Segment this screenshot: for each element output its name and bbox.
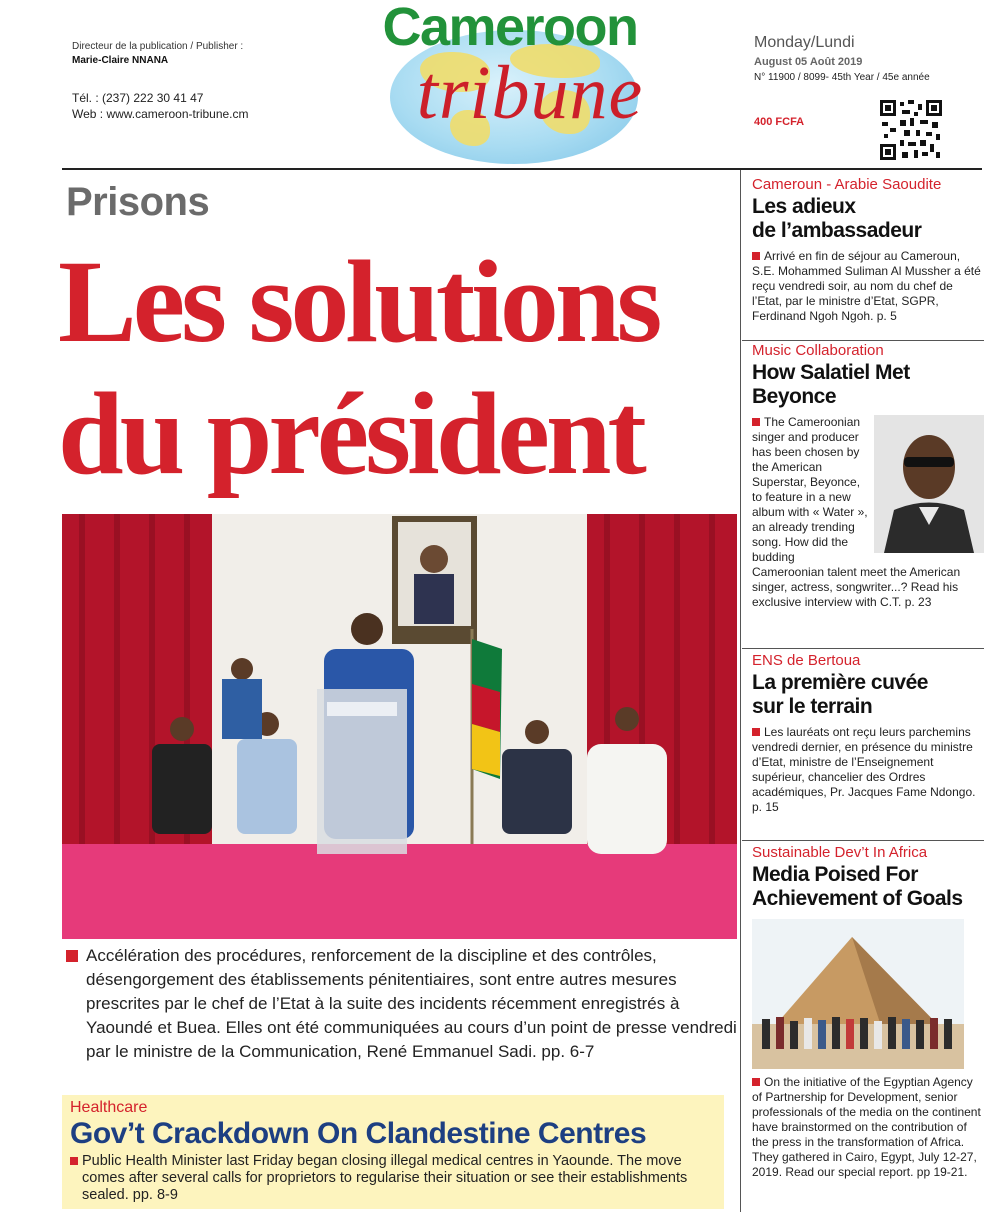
story-body	[752, 725, 984, 815]
singer-photo	[874, 415, 984, 553]
sidebar-story-media-goals[interactable]	[752, 844, 984, 1180]
masthead	[0, 0, 1000, 168]
main-kicker: Prisons	[66, 180, 210, 224]
bullet-square-icon	[752, 418, 760, 426]
story-title-line-1: How Salatiel Met	[752, 361, 910, 384]
telephone: Tél. : (237) 222 30 41 47	[72, 91, 204, 105]
story-title-line-1: Media Poised For	[752, 863, 918, 886]
issue-number: N° 11900 / 8099- 45th Year / 45e année	[754, 72, 930, 83]
headline-line-1: Les solutions	[58, 236, 659, 367]
story-kicker: Music Collaboration	[752, 342, 884, 359]
qr-code-icon[interactable]	[880, 100, 942, 160]
story-title	[752, 195, 984, 243]
price: 400 FCFA	[754, 116, 805, 128]
sidebar-rule	[742, 840, 984, 841]
pyramid-group-photo	[752, 919, 964, 1069]
logo-word-cameroon: Cameroon	[382, 0, 638, 57]
story-title-line-2: Beyonce	[752, 385, 837, 408]
lead-text: Accélération des procédures, renforcement de la discipline et des contrôles, désengorgement des établissements pénitentiaires, sont entre autres mesures prescrites par le chef de l’Etat à la suite des incidents récemment enregistrés à Yaoundé et Buea. Elles ont été communiquées au cours d’un point de presse vendredi par le ministre de la Communication, René Emmanuel Sadi. pp. 6-7	[86, 946, 737, 1061]
website[interactable]: Web : www.cameroon-tribune.cm	[72, 107, 249, 121]
column-divider	[740, 170, 741, 1212]
healthcare-title: Gov’t Crackdown On Clandestine Centres	[70, 1117, 647, 1150]
contact-block	[72, 90, 249, 122]
story-text: Arrivé en fin de séjour au Cameroun, S.E. Mohammed Suliman Al Mussher a été reçu vendredi soir, au nom du chef de l’Etat, par le ministre d’Etat, SGPR, Ferdinand Ngoh Ngoh. p. 5	[752, 249, 981, 323]
story-title	[752, 863, 984, 911]
story-title-line-1: Les adieux	[752, 195, 856, 218]
sidebar-rule	[742, 648, 984, 649]
sidebar-story-ens-bertoua[interactable]	[752, 652, 984, 815]
bullet-square-icon	[752, 252, 760, 260]
headline-line-2: du président	[58, 368, 643, 499]
issue-day: Monday/Lundi	[754, 34, 855, 51]
story-kicker: Sustainable Dev’t In Africa	[752, 844, 928, 861]
healthcare-kicker: Healthcare	[70, 1099, 148, 1116]
publisher-label: Directeur de la publication / Publisher :	[72, 41, 244, 52]
sidebar-story-ambassador[interactable]	[752, 176, 984, 324]
issue-date: August 05 Août 2019	[754, 56, 863, 68]
bullet-square-icon	[66, 950, 78, 962]
story-body	[752, 1075, 984, 1180]
story-kicker: Cameroun - Arabie Saoudite	[752, 176, 942, 193]
healthcare-text-block	[70, 1153, 716, 1204]
story-body	[752, 249, 984, 324]
publisher-block	[72, 40, 243, 68]
publisher-name: Marie-Claire NNANA	[72, 55, 169, 66]
bullet-square-icon	[752, 728, 760, 736]
main-lead-paragraph	[66, 944, 738, 1064]
story-title	[752, 361, 984, 409]
press-conference-illustration	[62, 514, 737, 939]
healthcare-box[interactable]	[62, 1095, 724, 1209]
main-headline[interactable]	[58, 236, 738, 500]
sidebar-rule	[742, 340, 984, 341]
bullet-square-icon	[752, 1078, 760, 1086]
story-title-line-2: sur le terrain	[752, 695, 873, 718]
press-conference-photo	[62, 514, 737, 939]
story-text: On the initiative of the Egyptian Agency of Partnership for Development, senior professionals of the media on the continent have brainstormed on the contribution of the press in the transformation of Africa. They gathered in Cairo, Egypt, July 12-27, 2019. Read our special report. pp 19-21.	[752, 1075, 981, 1179]
story-title	[752, 671, 984, 719]
story-title-line-2: de l’ambassadeur	[752, 219, 922, 242]
logo-word-tribune: tribune	[416, 51, 644, 135]
story-body	[752, 415, 984, 610]
healthcare-text: Public Health Minister last Friday began closing illegal medical centres in Yaounde. The move comes after several calls for proprietors to regularise their situation or see their establishments sealed. pp. 8-9	[82, 1153, 688, 1203]
newspaper-logo	[350, 0, 670, 165]
sidebar-story-salatiel[interactable]	[752, 342, 984, 610]
issue-info	[754, 34, 984, 83]
masthead-rule	[62, 168, 982, 170]
story-text: Les lauréats ont reçu leurs parchemins vendredi dernier, en présence du ministre d’Etat, ministre de l’Enseignement supérieur, chancelier des Ordres académiques, Pr. Jacques Fame Ndongo. p. 15	[752, 725, 976, 814]
bullet-square-icon	[70, 1157, 78, 1165]
story-title-line-2: Achievement of Goals	[752, 887, 963, 910]
story-text: The Cameroonian singer and producer has been chosen by the American Superstar, Beyonce, to feature in a new album with « Water », an already trending song. How did the budding Cameroonian talent meet the American singer, actress, songwriter...? Read his exclusive interview with C.T. p. 23	[752, 415, 961, 609]
story-kicker: ENS de Bertoua	[752, 652, 861, 669]
story-title-line-1: La première cuvée	[752, 671, 928, 694]
